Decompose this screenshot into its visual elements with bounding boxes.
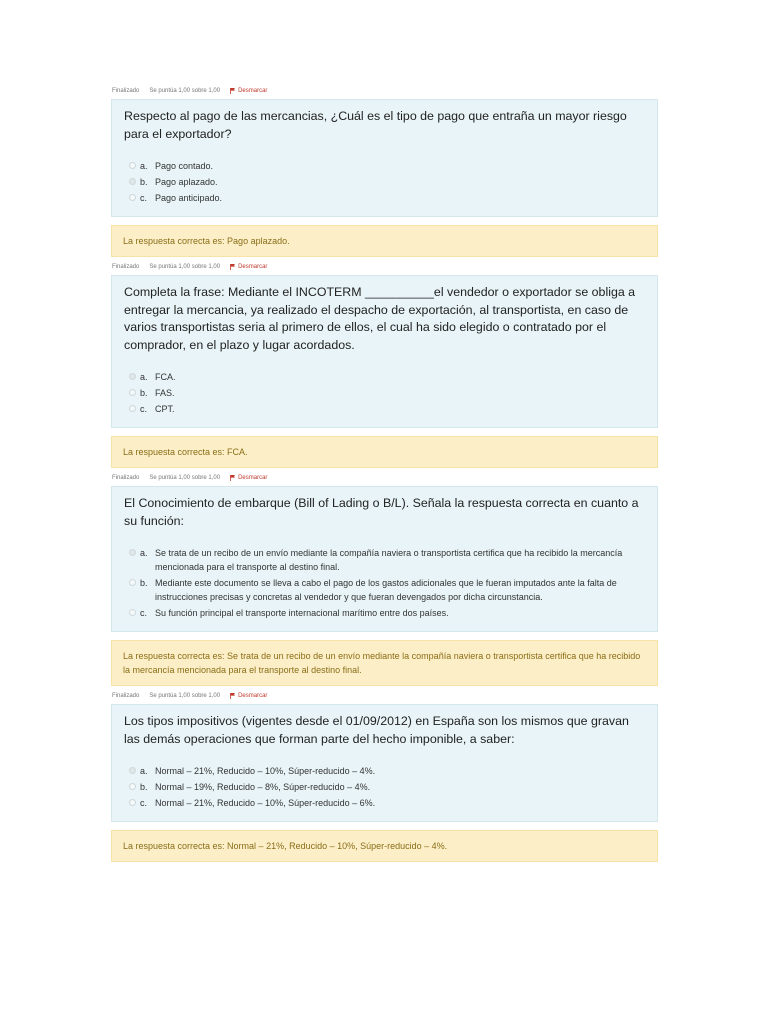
question-score: Se puntúa 1,00 sobre 1,00: [149, 475, 221, 481]
answer-option-a[interactable]: [124, 764, 645, 778]
question-4: [111, 691, 658, 862]
radio-button[interactable]: [129, 162, 136, 169]
question-card: [111, 275, 658, 428]
question-info: [111, 691, 658, 701]
answer-letter: b.: [140, 782, 148, 792]
radio-button[interactable]: [129, 799, 136, 806]
answer-option-c[interactable]: [124, 402, 645, 416]
answer-text: FCA.: [155, 372, 176, 382]
answer-option-b[interactable]: [124, 175, 645, 189]
answer-letter: a.: [140, 161, 148, 171]
question-text: Respecto al pago de las mercancias, ¿Cuál es el tipo de pago que entraña un mayor riesgo para el exportador?: [124, 109, 627, 141]
answer-option-c[interactable]: [124, 606, 645, 620]
answer-text: Pago contado.: [155, 161, 214, 171]
unflag-link[interactable]: [230, 473, 267, 483]
unflag-label: Desmarcar: [238, 475, 268, 481]
flag-icon: [230, 88, 235, 94]
answer-option-c[interactable]: [124, 796, 645, 810]
answer-option-a[interactable]: [124, 159, 645, 173]
answer-list: [124, 546, 645, 620]
radio-button[interactable]: [129, 194, 136, 201]
question-2: [111, 262, 658, 468]
answer-letter: a.: [140, 548, 148, 558]
radio-button-selected[interactable]: [129, 373, 136, 380]
radio-button[interactable]: [129, 609, 136, 616]
question-info: [111, 473, 658, 483]
answer-option-c[interactable]: [124, 191, 645, 205]
question-text: Los tipos impositivos (vigentes desde el 01/09/2012) en España son los mismos que gravan las demás operaciones que forman parte del hecho imponible, a saber:: [124, 714, 629, 746]
answer-option-b[interactable]: [124, 780, 645, 794]
radio-button[interactable]: [129, 783, 136, 790]
radio-button[interactable]: [129, 579, 136, 586]
answer-letter: b.: [140, 578, 148, 588]
answer-list: [124, 370, 645, 416]
unflag-link[interactable]: [230, 691, 267, 701]
answer-text: Su función principal el transporte internacional marítimo entre dos países.: [155, 608, 449, 618]
answer-list: [124, 764, 645, 810]
flag-icon: [230, 475, 235, 481]
answer-text: Mediante este documento se lleva a cabo el pago de los gastos adicionales que le fueran imputados ante la falta de instrucciones precisas y concretas al vendedor y que fueran devengados por dicha circunstancia.: [155, 578, 617, 602]
answer-text: Se trata de un recibo de un envío mediante la compañía naviera o transportista certifica que ha recibido la mercancía mencionada para el transporte al destino final.: [155, 548, 623, 572]
answer-option-b[interactable]: [124, 576, 645, 604]
answer-letter: b.: [140, 177, 148, 187]
answer-option-b[interactable]: [124, 386, 645, 400]
question-status: Finalizado: [112, 264, 140, 270]
answer-letter: c.: [140, 404, 148, 414]
radio-button-selected[interactable]: [129, 549, 136, 556]
question-text: Completa la frase: Mediante el INCOTERM __________el vendedor o exportador se obliga a entregar la mercancia, ya realizado el despacho de exportación, al transportista, en caso de varios transportistas seria al primero de ellos, el cual ha sido elegido o contratado por el comprador, en el plazo y lugar acordados.: [124, 285, 636, 352]
question-score: Se puntúa 1,00 sobre 1,00: [149, 264, 221, 270]
radio-button[interactable]: [129, 389, 136, 396]
question-card: [111, 704, 658, 822]
radio-button-selected[interactable]: [129, 178, 136, 185]
question-1: [111, 86, 658, 257]
question-info: [111, 86, 658, 96]
radio-button-selected[interactable]: [129, 767, 136, 774]
answer-text: Normal – 19%, Reducido – 8%, Súper-reducido – 4%.: [155, 782, 371, 792]
question-3: [111, 473, 658, 686]
answer-text: CPT.: [155, 404, 175, 414]
answer-text: Pago aplazado.: [155, 177, 218, 187]
answer-text: Normal – 21%, Reducido – 10%, Súper-reducido – 4%.: [155, 766, 376, 776]
answer-letter: a.: [140, 766, 148, 776]
question-card: [111, 99, 658, 217]
answer-letter: c.: [140, 608, 148, 618]
answer-letter: c.: [140, 798, 148, 808]
unflag-link[interactable]: [230, 86, 267, 96]
unflag-link[interactable]: [230, 262, 267, 272]
unflag-label: Desmarcar: [238, 264, 268, 270]
unflag-label: Desmarcar: [238, 88, 268, 94]
radio-button[interactable]: [129, 405, 136, 412]
answer-text: Normal – 21%, Reducido – 10%, Súper-reducido – 6%.: [155, 798, 376, 808]
question-status: Finalizado: [112, 88, 140, 94]
correct-answer-feedback: La respuesta correcta es: FCA.: [111, 436, 658, 468]
answer-list: [124, 159, 645, 205]
answer-letter: a.: [140, 372, 148, 382]
answer-letter: b.: [140, 388, 148, 398]
question-info: [111, 262, 658, 272]
question-score: Se puntúa 1,00 sobre 1,00: [149, 88, 221, 94]
question-score: Se puntúa 1,00 sobre 1,00: [149, 693, 221, 699]
question-card: [111, 486, 658, 632]
question-status: Finalizado: [112, 693, 140, 699]
correct-answer-feedback: La respuesta correcta es: Se trata de un recibo de un envío mediante la compañía naviera o transportista certifica que ha recibido la mercancía mencionada para el transporte al destino final.: [111, 640, 658, 686]
flag-icon: [230, 264, 235, 270]
correct-answer-feedback: La respuesta correcta es: Pago aplazado.: [111, 225, 658, 257]
flag-icon: [230, 693, 235, 699]
answer-letter: c.: [140, 193, 148, 203]
question-status: Finalizado: [112, 475, 140, 481]
question-text: El Conocimiento de embarque (Bill of Lading o B/L). Señala la respuesta correcta en cuanto a su función:: [124, 496, 639, 528]
quiz-review-page: [111, 86, 658, 867]
answer-text: FAS.: [155, 388, 175, 398]
unflag-label: Desmarcar: [238, 693, 268, 699]
correct-answer-feedback: La respuesta correcta es: Normal – 21%, Reducido – 10%, Súper-reducido – 4%.: [111, 830, 658, 862]
answer-option-a[interactable]: [124, 370, 645, 384]
answer-option-a[interactable]: [124, 546, 645, 574]
answer-text: Pago anticipado.: [155, 193, 223, 203]
